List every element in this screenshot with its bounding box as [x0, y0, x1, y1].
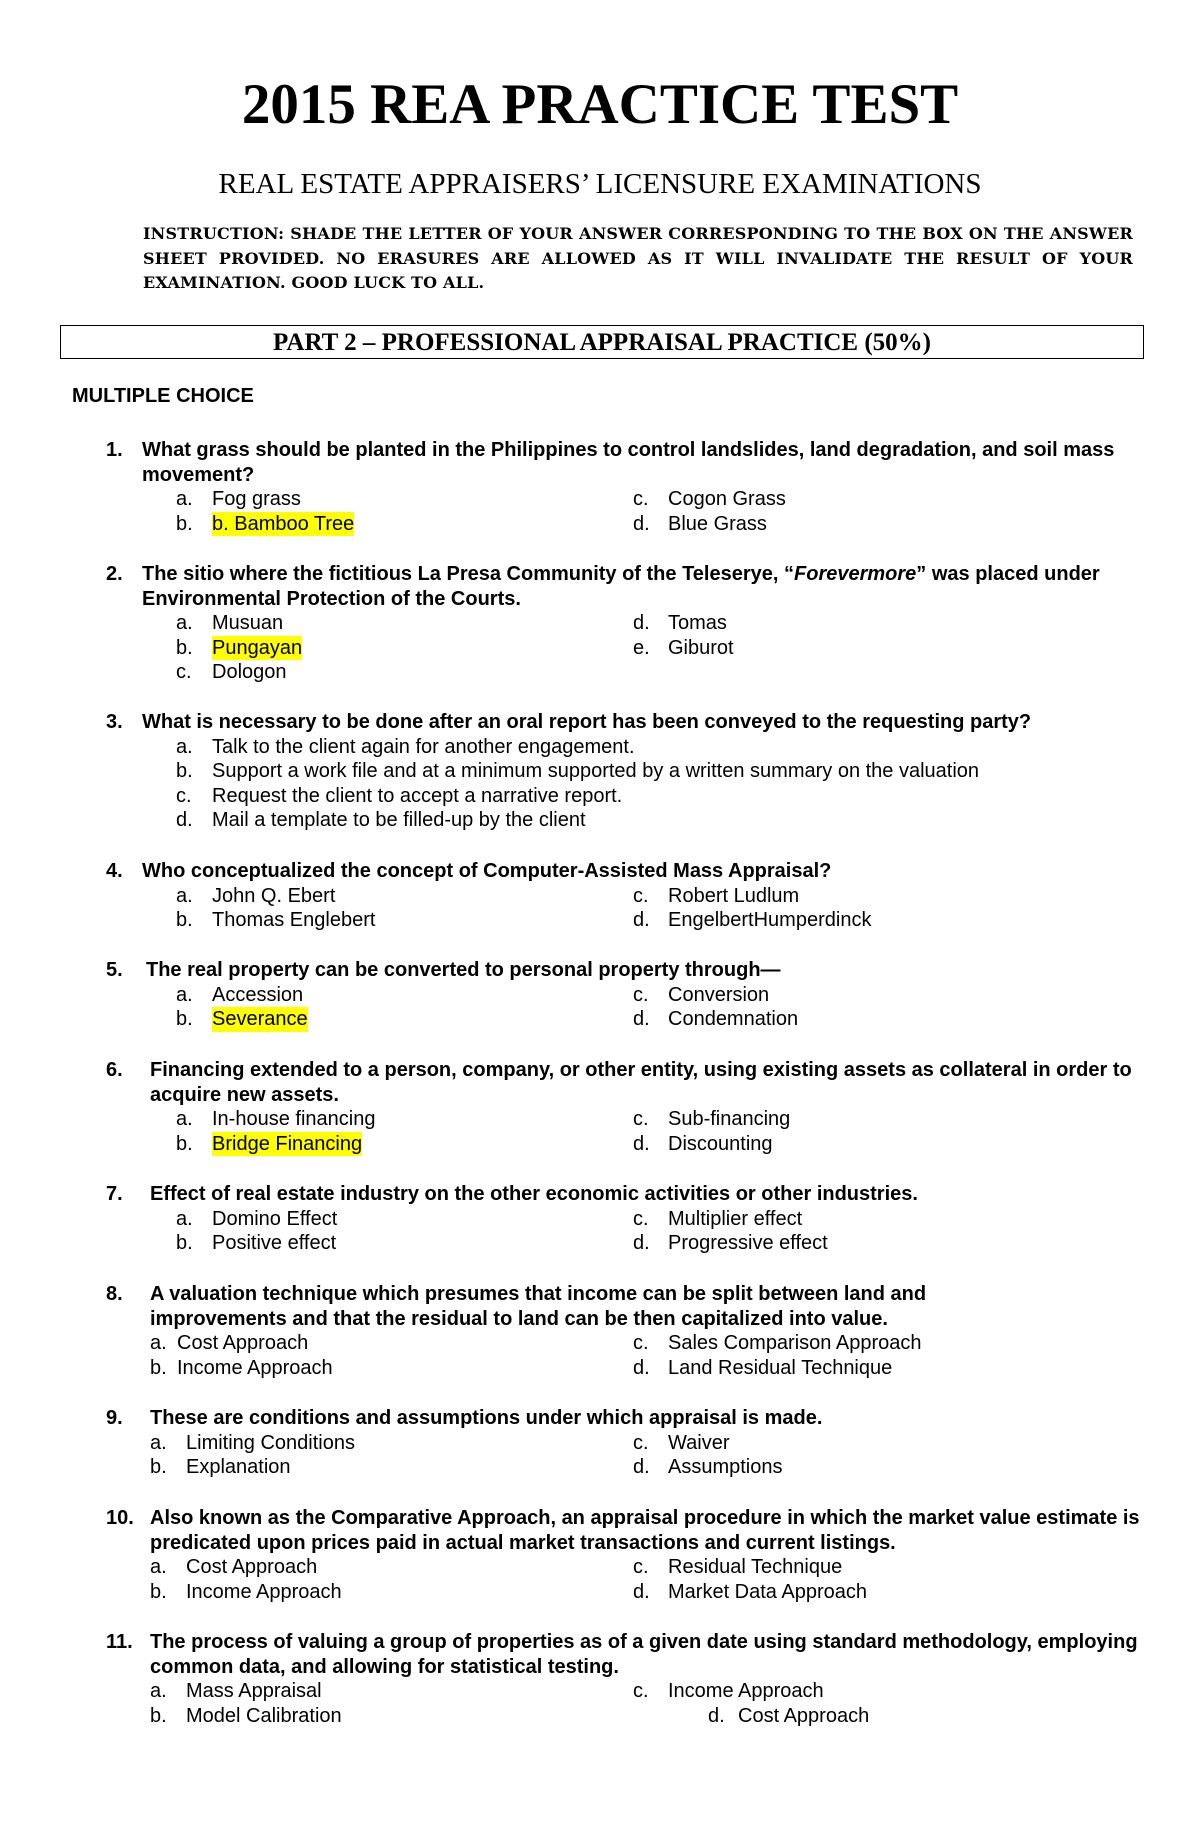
question-stem [72, 958, 1152, 983]
question-number: 1. [106, 439, 123, 461]
option-text-answer: Severance [212, 1008, 308, 1030]
option-text: Residual Technique [668, 1556, 843, 1578]
question-text: The real property can be converted to personal property through— [146, 959, 781, 981]
option-text: Positive effect [212, 1232, 337, 1254]
option-text: Conversion [668, 983, 770, 1006]
question-stem [72, 438, 1152, 487]
page-title: 2015 REA PRACTICE TEST [241, 73, 959, 136]
option-text: Model Calibration [186, 1704, 342, 1727]
option-text: Sales Comparison Approach [668, 1332, 922, 1354]
option-text: Mail a template to be filled-up by the client [212, 809, 586, 831]
option-text-answer: Mass Appraisal [186, 1680, 322, 1702]
option-text: Musuan [212, 612, 284, 634]
option-letter: e. [633, 636, 650, 659]
question-1 [72, 438, 1152, 536]
option-text: Blue Grass [668, 512, 767, 535]
question-stem [72, 710, 1152, 735]
option-letter: d. [633, 1232, 650, 1254]
option-text-answer: b. Bamboo Tree [212, 512, 355, 535]
option-letter: c. [176, 661, 192, 683]
question-number: 3. [106, 711, 123, 733]
question-9 [72, 1406, 1152, 1480]
question-text: The process of valuing a group of properties as of a given date using standard methodology, employing common data, and allowing for statistical testing. [150, 1631, 1138, 1678]
option-letter: d. [708, 1704, 725, 1727]
option-letter: b. [176, 909, 193, 931]
question-stem [72, 1630, 1152, 1679]
question-stem [72, 1282, 1152, 1331]
option-letter: a. [176, 884, 193, 907]
question-text: These are conditions and assumptions under which appraisal is made. [150, 1407, 823, 1429]
option-letter: a. [176, 612, 193, 634]
question-4 [72, 859, 1152, 933]
option-letter: c. [633, 1332, 649, 1354]
question-number: 7. [106, 1183, 123, 1205]
question-number: 9. [106, 1407, 123, 1429]
option-text-answer: Bridge Financing [212, 1132, 363, 1155]
option-text: Assumptions [668, 1456, 783, 1478]
option-letter: c. [176, 784, 192, 807]
option-text: Waiver [668, 1431, 730, 1454]
option-text: Request the client to accept a narrative report. [212, 784, 623, 807]
option-text: Tomas [668, 612, 727, 634]
option-letter: c. [633, 1680, 649, 1702]
option-letter: c. [633, 1207, 649, 1230]
option-letter: b. [150, 1580, 167, 1603]
option-letter: a. [176, 488, 193, 510]
teleserye-title: Forevermore [794, 563, 917, 585]
option-text-answer: Multiplier effect [668, 1207, 803, 1230]
question-text: The sitio where the fictitious La Presa Community of the Teleserye, “Forevermore” was placed under Environmental Protection of the Courts. [142, 563, 1100, 610]
option-letter: b. [176, 1132, 193, 1155]
option-text: EngelbertHumperdinck [668, 909, 872, 931]
option-letter: a. [150, 1431, 167, 1454]
question-stem [72, 1182, 1152, 1207]
option-text: Condemnation [668, 1008, 799, 1030]
option-text: Cost Approach [186, 1556, 318, 1578]
option-letter: d. [633, 612, 650, 634]
option-text: Domino Effect [212, 1207, 338, 1230]
option-text-answer: Limiting Conditions [186, 1431, 355, 1454]
option-letter: b. [176, 636, 193, 659]
option-text: In-house financing [212, 1108, 376, 1130]
option-letter: b. [150, 1704, 167, 1727]
option-letter: d. [176, 809, 193, 831]
option-letter: b. [176, 760, 193, 782]
option-letter: a. [150, 1556, 167, 1578]
option-text: Cost Approach [177, 1332, 309, 1354]
question-8 [72, 1282, 1152, 1380]
option-letter: d. [633, 1456, 650, 1478]
option-text: Thomas Englebert [212, 909, 376, 931]
option-letter: d. [633, 512, 650, 535]
option-text-answer: John Q. Ebert [212, 884, 336, 907]
question-number: 5. [106, 959, 123, 981]
option-letter: b. [176, 1232, 193, 1254]
option-letter: c. [633, 1108, 649, 1130]
option-letter: a. [176, 735, 193, 758]
option-letter: d. [633, 1580, 650, 1603]
option-letter: c. [633, 1431, 649, 1454]
option-text: Sub-financing [668, 1108, 791, 1130]
option-text: Income Approach [668, 1680, 824, 1702]
question-number: 2. [106, 563, 123, 585]
instruction-text: INSTRUCTION: SHADE THE LETTER OF YOUR ANSWER CORRESPONDING TO THE BOX ON THE ANSWER SHEET PROVIDED. NO ERASURES ARE ALLOWED AS IT WILL INVALIDATE THE RESULT OF YOUR EXAMINATION. GOOD LUCK TO ALL. [143, 224, 1133, 292]
option-letter: b. [150, 1356, 167, 1379]
question-number: 11. [106, 1631, 133, 1653]
option-letter: c. [633, 488, 649, 510]
question-number: 8. [106, 1283, 123, 1305]
question-stem [72, 1058, 1152, 1107]
question-stem [72, 562, 1152, 611]
option-letter: a. [176, 1108, 193, 1130]
question-stem [72, 859, 1152, 884]
option-letter: d. [633, 1132, 650, 1155]
option-letter: a. [176, 1207, 193, 1230]
option-text: Cost Approach [738, 1704, 870, 1727]
question-2 [72, 562, 1152, 685]
option-text-answer: Market Data Approach [668, 1580, 867, 1603]
option-letter: d. [633, 1356, 650, 1379]
question-text: A valuation technique which presumes that income can be split between land and improvements and that the residual to land can be then capitalized into value. [150, 1283, 927, 1330]
question-text: Who conceptualized the concept of Computer-Assisted Mass Appraisal? [142, 860, 832, 882]
question-5 [72, 958, 1152, 1032]
question-6 [72, 1058, 1152, 1156]
question-number: 4. [106, 860, 123, 882]
question-text: Also known as the Comparative Approach, an appraisal procedure in which the market value estimate is predicated upon prices paid in actual market transactions and current listings. [150, 1507, 1140, 1554]
option-text: Accession [212, 983, 304, 1006]
question-stem [72, 1506, 1152, 1555]
option-letter: d. [633, 909, 650, 931]
option-text: Giburot [668, 636, 734, 659]
option-letter: b. [176, 512, 193, 535]
question-text: Effect of real estate industry on the other economic activities or other industries. [150, 1183, 918, 1205]
question-text: What is necessary to be done after an oral report has been conveyed to the requesting party? [142, 711, 1032, 733]
option-text: Income Approach [177, 1356, 333, 1379]
option-text: Fog grass [212, 488, 301, 510]
option-letter: b. [150, 1456, 167, 1478]
question-10 [72, 1506, 1152, 1604]
question-text: What grass should be planted in the Philippines to control landslides, land degradation, and soil mass movement? [142, 439, 1115, 486]
option-letter: c. [633, 1556, 649, 1578]
question-3 [72, 710, 1152, 833]
option-text-answer: Land Residual Technique [668, 1356, 893, 1379]
option-letter: c. [633, 884, 649, 907]
question-text: Financing extended to a person, company, or other entity, using existing assets as collateral in order to acquire new assets. [150, 1059, 1132, 1106]
option-letter: c. [633, 983, 649, 1006]
option-text: Progressive effect [668, 1232, 828, 1254]
option-text: Explanation [186, 1456, 291, 1478]
option-letter: a. [176, 983, 193, 1006]
option-text: Robert Ludlum [668, 884, 800, 907]
question-7 [72, 1182, 1152, 1256]
option-text-answer: Support a work file and at a minimum supported by a written summary on the valuation [212, 760, 980, 782]
option-letter: a. [150, 1680, 167, 1702]
option-text: Cogon Grass [668, 488, 786, 510]
question-number: 10. [106, 1507, 134, 1529]
question-11 [72, 1630, 1152, 1728]
option-text: Discounting [668, 1132, 773, 1155]
part-title-box: PART 2 – PROFESSIONAL APPRAISAL PRACTICE (50%) [60, 325, 1144, 359]
question-stem [72, 1406, 1152, 1431]
option-text-answer: Pungayan [212, 636, 303, 659]
page-subtitle: REAL ESTATE APPRAISERS’ LICENSURE EXAMINATIONS [218, 168, 982, 200]
question-number: 6. [106, 1059, 123, 1081]
option-letter: a. [150, 1332, 167, 1354]
option-text: Talk to the client again for another engagement. [212, 735, 635, 758]
option-text: Dologon [212, 661, 287, 683]
option-letter: b. [176, 1008, 193, 1030]
section-title: MULTIPLE CHOICE [72, 385, 254, 407]
option-letter: d. [633, 1008, 650, 1030]
option-text: Income Approach [186, 1580, 342, 1603]
